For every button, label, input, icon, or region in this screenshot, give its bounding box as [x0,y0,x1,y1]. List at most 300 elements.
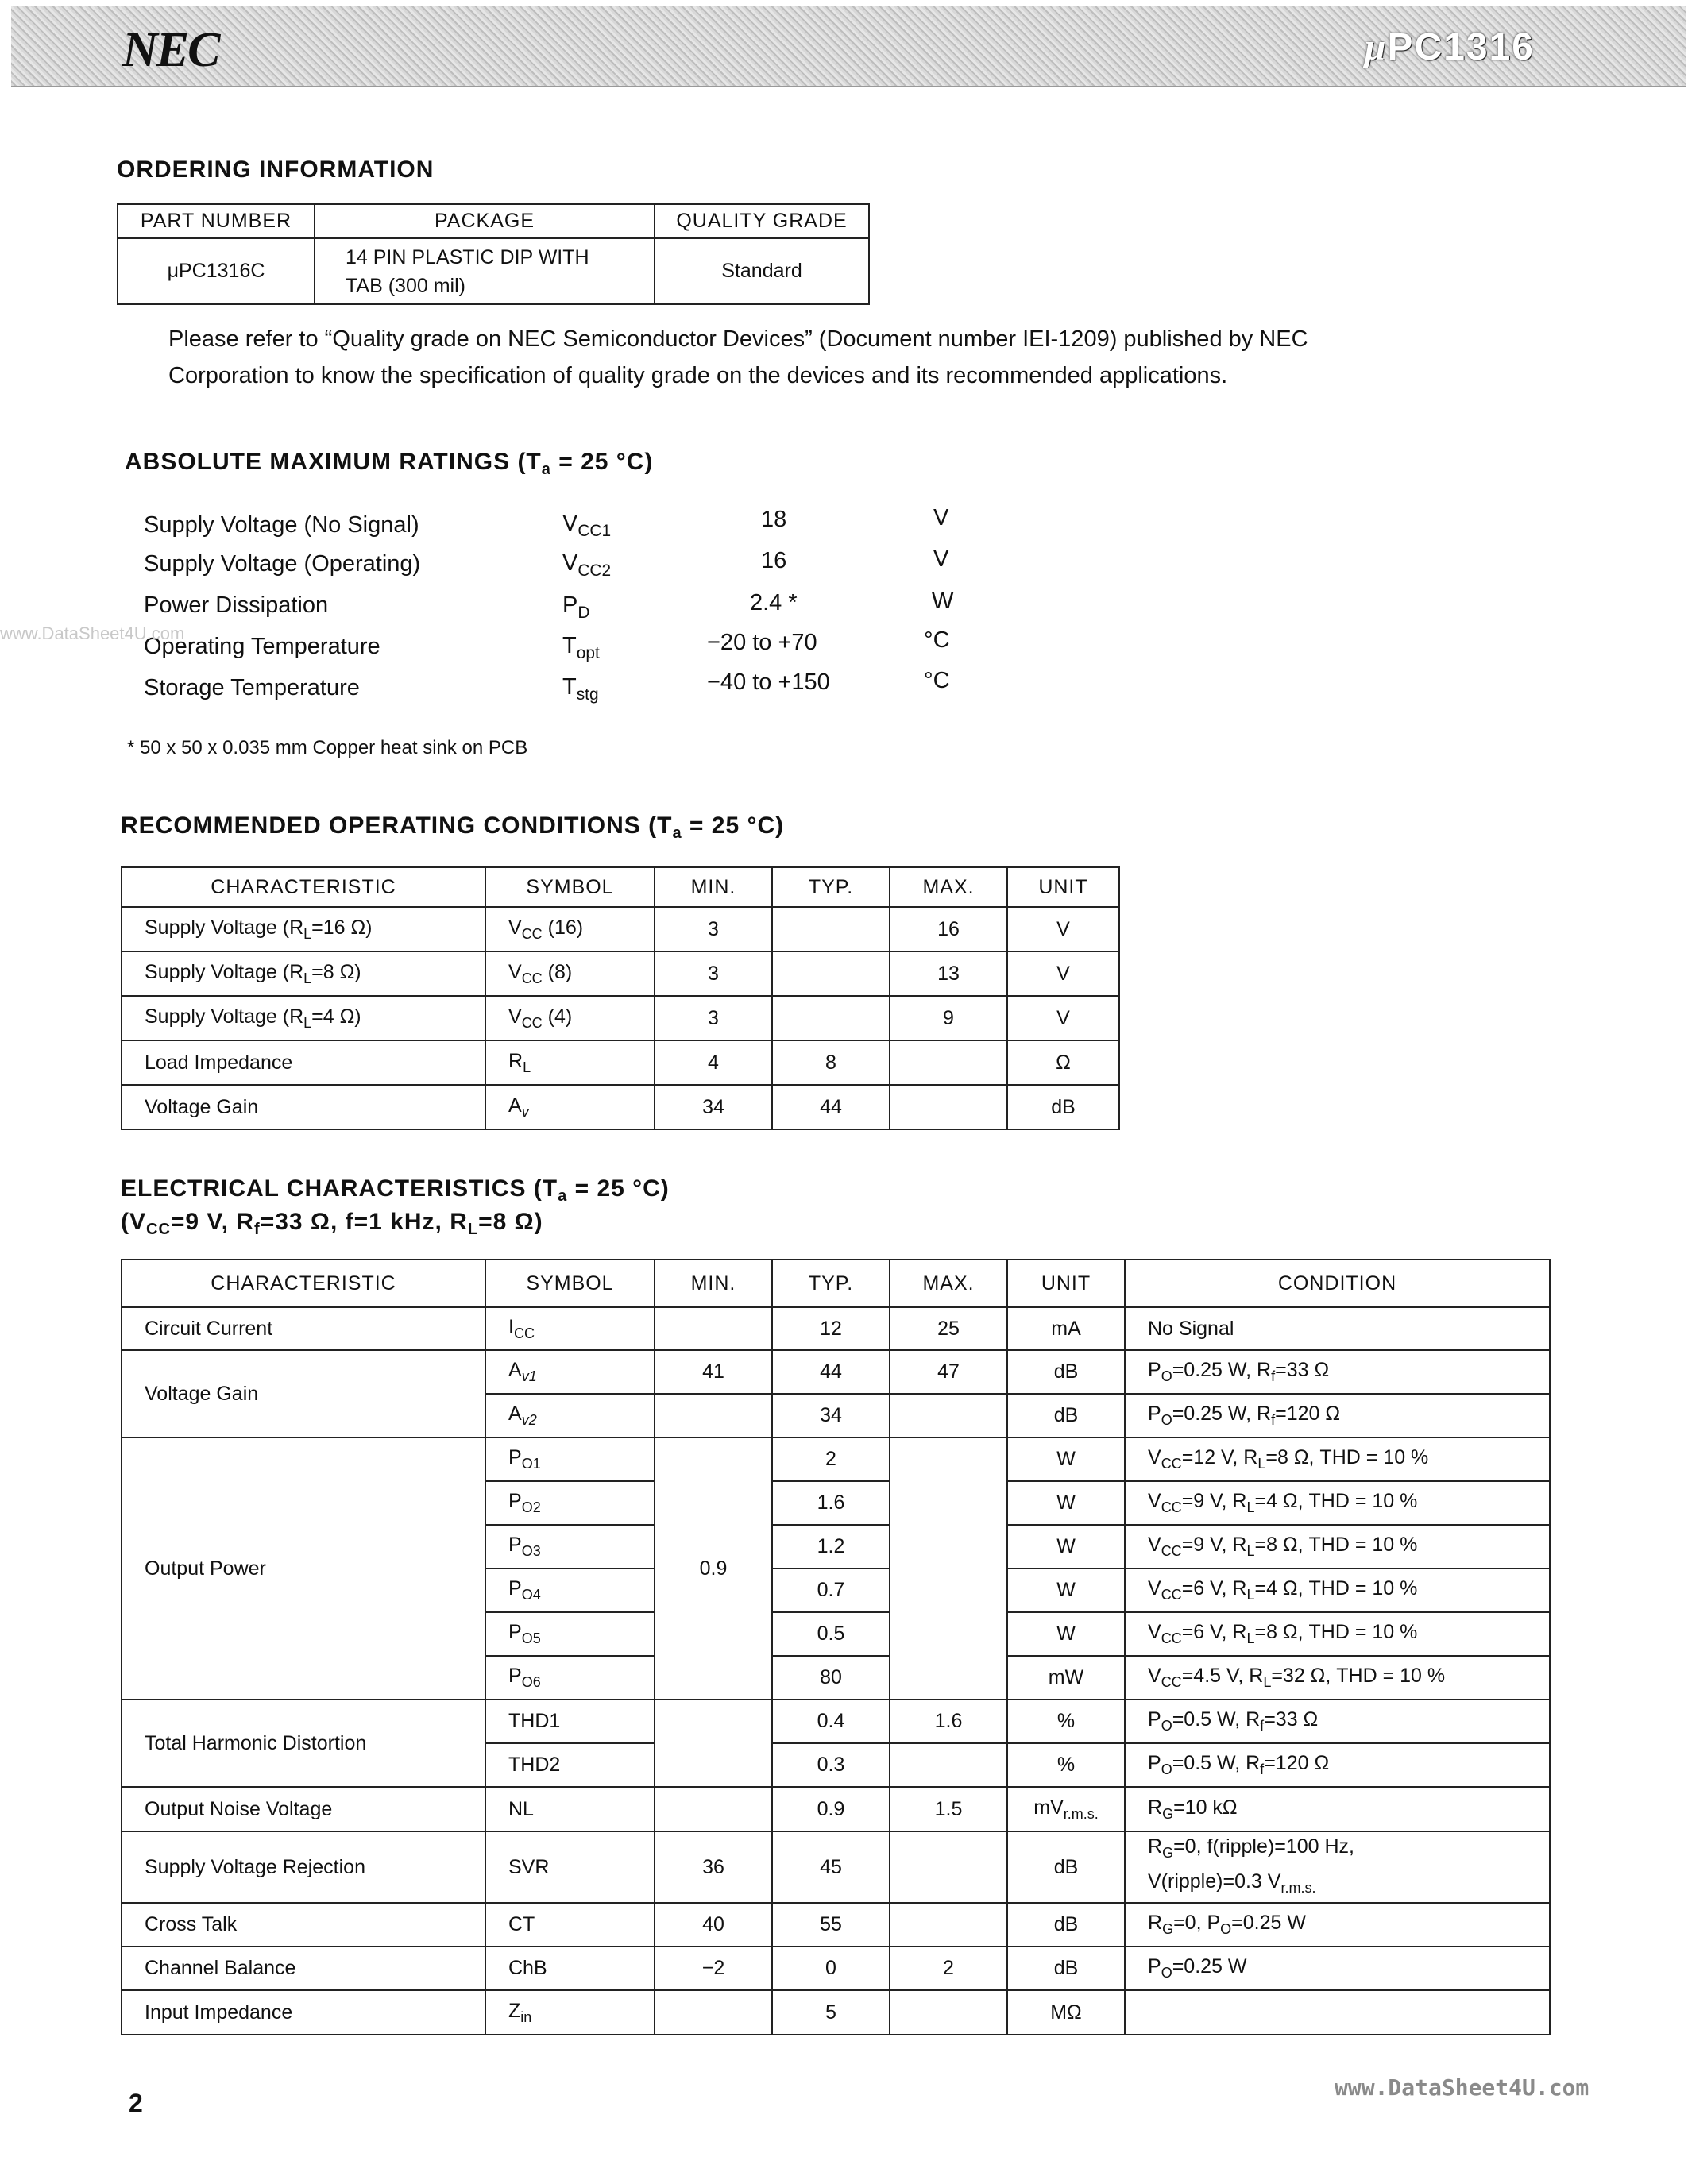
rating-name: Operating Temperature [144,634,380,659]
t: =6 V, R [1181,1577,1247,1599]
elec-typ: 45 [772,1831,890,1903]
elec-max [890,1831,1007,1903]
elec-header: SYMBOL [485,1260,655,1307]
t: V [1148,1621,1161,1643]
s: f [254,1221,261,1238]
rating-name: Power Dissipation [144,592,329,618]
table-row [118,238,869,304]
t: V [1148,1577,1161,1599]
s: f [1260,1718,1265,1734]
elec-char: Supply Voltage Rejection [122,1831,485,1903]
elec-sym [485,1990,655,2035]
t: =4.5 V, R [1181,1665,1264,1687]
rating-symbol [562,633,600,663]
t: =120 Ω [1264,1752,1330,1774]
elec-unit: dB [1007,1831,1125,1903]
elec-sym: SVR [485,1831,655,1903]
rec-min: 3 [655,907,772,951]
elec-max: 25 [890,1307,1007,1350]
t: =4 Ω, THD = 10 % [1254,1490,1418,1512]
elec-cond [1125,1656,1550,1700]
abs-max-title [125,449,653,479]
elec-cond [1125,1525,1550,1569]
elec-typ: 0.4 [772,1700,890,1743]
cond-sub: a [541,461,551,478]
rec-header: MAX. [890,867,1007,907]
ordering-package [315,238,655,304]
t: V [1148,1446,1161,1468]
rec-min: 3 [655,951,772,996]
elec-header: UNIT [1007,1260,1125,1307]
elec-min: 40 [655,1903,772,1947]
rec-char [122,951,485,996]
elec-typ: 2 [772,1437,890,1481]
t: R [1148,1796,1163,1819]
elec-min: 0.9 [655,1437,772,1700]
s: G [1162,1845,1174,1861]
elec-min [655,1394,772,1437]
t: P [508,1490,522,1512]
elec-unit: % [1007,1743,1125,1787]
t: =120 Ω [1275,1403,1341,1425]
t: =4 Ω, THD = 10 % [1254,1577,1418,1599]
rec-max: 13 [890,951,1007,996]
sym: T [562,633,577,658]
t: P [1148,1955,1161,1978]
ordering-table [117,203,870,305]
elec-title [121,1175,670,1206]
cond-suffix: = 25 °C) [550,449,654,475]
s: v2 [521,1412,537,1428]
elec-unit: dB [1007,1394,1125,1437]
s: CC [521,970,543,986]
t: A [508,1094,522,1117]
s: r.m.s. [1280,1880,1316,1896]
elec-cond [1125,1569,1550,1612]
rec-max: 16 [890,907,1007,951]
t: Z [508,1999,521,2022]
table-row [122,1437,1550,1481]
p: (16) [542,916,584,939]
s: O3 [521,1543,541,1559]
nec-logo: NEC [122,23,219,77]
elec-char: Channel Balance [122,1947,485,1990]
elec-typ: 0.3 [772,1743,890,1787]
s: L [303,925,312,942]
t: I [508,1315,514,1338]
table-row [122,1831,1550,1903]
rec-char: Load Impedance [122,1040,485,1085]
rec-sym [485,996,655,1040]
elec-typ: 80 [772,1656,890,1700]
s: O5 [521,1630,541,1646]
elec-max: 47 [890,1350,1007,1394]
elec-min [655,1787,772,1831]
t: P [1148,1752,1161,1774]
rating-unit: °C [924,627,950,653]
elec-max [890,1903,1007,1947]
t: =33 Ω [1275,1359,1330,1381]
elec-unit: dB [1007,1947,1125,1990]
elec-char: Cross Talk [122,1903,485,1947]
s: r.m.s. [1063,1805,1099,1822]
elec-typ: 0.7 [772,1569,890,1612]
elec-max [890,1437,1007,1700]
elec-min [655,1700,772,1787]
s: L [523,1059,531,1075]
cond-prefix: (T [648,812,673,839]
t: =0, P [1173,1912,1221,1934]
rating-name: Storage Temperature [144,675,360,700]
t: V(ripple)=0.3 V [1148,1870,1281,1893]
s: O6 [521,1674,541,1690]
rating-symbol [562,550,611,581]
elec-cond [1125,1831,1550,1903]
quality-note: Please refer to “Quality grade on NEC Semiconductor Devices” (Document number IEI-1209) published by NEC Corporation to know the specification of quality grade on the devices and its recommended applications. [168,326,1308,388]
table-row [122,1787,1550,1831]
elec-sym [485,1481,655,1525]
s: O [1220,1921,1232,1937]
s: L [1246,1543,1255,1559]
elec-char: Output Power [122,1437,485,1700]
elec-cond [1125,1437,1550,1481]
s: O [1161,1412,1172,1428]
elec-sym [485,1394,655,1437]
rec-unit: dB [1007,1085,1119,1129]
t: =0.5 W, R [1172,1752,1261,1774]
rating-value: 2.4 * [750,590,798,615]
elec-header: CONDITION [1125,1260,1550,1307]
sym: P [562,592,578,618]
rec-min: 3 [655,996,772,1040]
elec-min [655,1307,772,1350]
table-row [122,1040,1119,1085]
table-row [122,1947,1550,1990]
elec-sym [485,1656,655,1700]
watermark-left: www.DataSheet4U.com [0,623,185,643]
elec-header: CHARACTERISTIC [122,1260,485,1307]
elec-typ: 44 [772,1350,890,1394]
elec-typ: 1.2 [772,1525,890,1569]
elec-char: Input Impedance [122,1990,485,2035]
cond-suffix: = 25 °C) [567,1175,670,1202]
elec-sym [485,1350,655,1394]
elec-cond [1125,1903,1550,1947]
rec-sym [485,907,655,951]
rec-header: SYMBOL [485,867,655,907]
rec-typ [772,996,890,1040]
s: O1 [521,1456,541,1472]
elec-min: 36 [655,1831,772,1903]
elec-unit: mW [1007,1656,1125,1700]
rating-unit: W [932,588,954,614]
table-row [122,996,1119,1040]
t: =0, f(ripple)=100 Hz, [1173,1835,1354,1858]
table-row [122,1700,1550,1743]
t: Supply Voltage (R [145,960,304,983]
ordering-header: PACKAGE [315,204,655,238]
elec-unit: mA [1007,1307,1125,1350]
rating-symbol [562,592,589,623]
sym-sub: D [577,603,590,622]
elec-header: TYP. [772,1260,890,1307]
t: =32 Ω, THD = 10 % [1271,1665,1446,1687]
s: v1 [521,1368,537,1384]
cond-sub: a [672,824,682,842]
sym: T [562,674,577,700]
elec-cond [1125,1743,1550,1787]
rec-sym [485,1040,655,1085]
s: L [467,1221,479,1238]
rec-char [122,907,485,951]
elec-typ: 1.6 [772,1481,890,1525]
t: P [508,1621,522,1643]
elec-unit: MΩ [1007,1990,1125,2035]
rec-op-title [121,812,784,843]
s: f [1271,1368,1276,1384]
elec-typ: 5 [772,1990,890,2035]
sym-sub: CC2 [577,561,612,580]
t: =8 Ω, THD = 10 % [1265,1446,1429,1468]
rec-unit: V [1007,996,1119,1040]
elec-cond [1125,1947,1550,1990]
s: O [1161,1718,1172,1734]
sym-sub: CC1 [577,521,612,540]
elec-conditions [121,1209,543,1239]
rec-typ [772,951,890,996]
abs-max-footnote: * 50 x 50 x 0.035 mm Copper heat sink on PCB [127,737,528,758]
rec-sym [485,951,655,996]
elec-typ: 55 [772,1903,890,1947]
table-row [122,907,1119,951]
elec-unit: W [1007,1612,1125,1656]
elec-max [890,1743,1007,1787]
elec-sym: ChB [485,1947,655,1990]
p: =4 Ω) [311,1005,361,1028]
elec-cond [1125,1700,1550,1743]
elec-max: 1.6 [890,1700,1007,1743]
rec-op-title-text: RECOMMENDED OPERATING CONDITIONS [121,812,641,839]
p: =8 Ω) [311,960,361,983]
rating-name: Supply Voltage (Operating) [144,551,421,577]
rating-name: Supply Voltage (No Signal) [144,512,419,538]
elec-sym: THD1 [485,1700,655,1743]
elec-unit: W [1007,1569,1125,1612]
rating-unit: °C [924,668,950,693]
t: V [1148,1490,1161,1512]
t: P [508,1446,522,1468]
elec-unit: dB [1007,1350,1125,1394]
cond-prefix: (T [517,449,542,475]
elec-sym [485,1569,655,1612]
c: (V [121,1209,146,1235]
s: f [1260,1761,1265,1777]
s: CC [1161,1630,1182,1646]
ordering-header: PART NUMBER [118,204,315,238]
t: A [508,1403,522,1425]
s: L [303,1014,312,1031]
elec-unit: W [1007,1437,1125,1481]
c: =9 V, R [170,1209,255,1235]
s: CC [146,1221,171,1238]
s: in [520,2008,532,2025]
s: O [1161,1965,1172,1981]
page-number: 2 [129,2089,143,2117]
s: CC [1161,1674,1182,1690]
abs-max-title-text: ABSOLUTE MAXIMUM RATINGS [125,449,511,475]
t: =12 V, R [1181,1446,1258,1468]
elec-sym [485,1437,655,1481]
elec-char: Voltage Gain [122,1350,485,1437]
t: V [1148,1534,1161,1556]
t: R [1148,1835,1163,1858]
t: R [508,1049,523,1072]
t: =8 Ω, THD = 10 % [1254,1534,1418,1556]
elec-max: 1.5 [890,1787,1007,1831]
elec-max [890,1394,1007,1437]
t: =9 V, R [1181,1490,1247,1512]
elec-typ: 34 [772,1394,890,1437]
elec-char: Output Noise Voltage [122,1787,485,1831]
elec-typ: 0.9 [772,1787,890,1831]
table-row [122,1990,1550,2035]
elec-cond [1125,1612,1550,1656]
elec-min [655,1990,772,2035]
p: (4) [542,1005,573,1028]
rating-value: 18 [761,507,787,532]
elec-cond: No Signal [1125,1307,1550,1350]
s: O [1161,1761,1172,1777]
rating-symbol [562,674,599,704]
elec-max: 2 [890,1947,1007,1990]
ordering-grade: Standard [655,238,869,304]
table-row [122,951,1119,996]
s: CC [1161,1587,1182,1603]
t: P [508,1577,522,1599]
s: G [1162,1921,1174,1937]
s: O2 [521,1499,541,1515]
part-number-text: PC1316 [1387,26,1535,68]
table-row [122,1903,1550,1947]
t: V [1148,1665,1161,1687]
rating-value: −40 to +150 [707,669,830,695]
t: R [1148,1912,1163,1934]
s: L [1257,1456,1266,1472]
elec-typ: 0.5 [772,1612,890,1656]
rec-unit: Ω [1007,1040,1119,1085]
elec-sym [485,1612,655,1656]
sym-sub: opt [576,643,600,662]
t: mV [1033,1796,1064,1819]
rec-header: CHARACTERISTIC [122,867,485,907]
cond-sub: a [558,1187,568,1205]
t: A [508,1359,522,1381]
elec-sym: NL [485,1787,655,1831]
t: =10 kΩ [1173,1796,1238,1819]
s: G [1162,1805,1174,1822]
rec-header: TYP. [772,867,890,907]
c: =8 Ω) [478,1209,543,1235]
elec-cond [1125,1350,1550,1394]
s: f [1271,1412,1276,1428]
s: CC [513,1325,535,1341]
t: Supply Voltage (R [145,916,304,939]
s: CC [1161,1456,1182,1472]
s: O4 [521,1587,541,1603]
table-row [122,1085,1119,1129]
rec-header: MIN. [655,867,772,907]
s: CC [1161,1499,1182,1515]
t: =0.25 W [1172,1955,1247,1978]
elec-cond [1125,1787,1550,1831]
rec-max [890,1040,1007,1085]
t: P [1148,1403,1161,1425]
elec-cond [1125,1990,1550,2035]
rec-header: UNIT [1007,867,1119,907]
elec-unit: % [1007,1700,1125,1743]
package-line-2: TAB (300 mil) [346,274,465,297]
cond-suffix: = 25 °C) [682,812,785,839]
rec-min: 4 [655,1040,772,1085]
t: =0.25 W, R [1172,1403,1272,1425]
elec-sym [485,1525,655,1569]
p: =16 Ω) [311,916,373,939]
part-number-heading [1365,25,1535,69]
t: Supply Voltage (R [145,1005,304,1028]
t: =8 Ω, THD = 10 % [1254,1621,1418,1643]
t: P [1148,1708,1161,1731]
elec-unit [1007,1787,1125,1831]
t: =33 Ω [1264,1708,1319,1731]
header-banner [11,6,1686,87]
s: L [1246,1499,1255,1515]
ordering-header: QUALITY GRADE [655,204,869,238]
table-row [122,1350,1550,1394]
t: P [1148,1359,1161,1381]
elec-unit: W [1007,1481,1125,1525]
s: CC [521,925,543,942]
elec-title-text: ELECTRICAL CHARACTERISTICS [121,1175,527,1202]
s: v [521,1103,529,1120]
elec-table [121,1259,1551,2035]
s: L [303,970,312,986]
watermark-right: www.DataSheet4U.com [1335,2074,1590,2101]
ordering-part: μPC1316C [118,238,315,304]
elec-unit: dB [1007,1903,1125,1947]
table-row [122,1307,1550,1350]
rating-unit: V [933,546,949,572]
s: L [1263,1674,1272,1690]
s: L [1246,1630,1255,1646]
t: V [508,960,522,983]
t: =0.25 W [1231,1912,1306,1934]
elec-max [890,1990,1007,2035]
rec-typ: 44 [772,1085,890,1129]
rating-value: −20 to +70 [707,630,817,655]
mu-prefix: μ [1364,26,1388,68]
package-line-1: 14 PIN PLASTIC DIP WITH [346,245,589,268]
rec-typ: 8 [772,1040,890,1085]
t: P [508,1534,522,1556]
elec-sym [485,1307,655,1350]
sym-sub: stg [576,685,599,704]
rec-unit: V [1007,907,1119,951]
cond-prefix: (T [533,1175,558,1202]
rating-unit: V [933,505,949,531]
elec-char: Total Harmonic Distortion [122,1700,485,1787]
rec-sym [485,1085,655,1129]
elec-char: Circuit Current [122,1307,485,1350]
